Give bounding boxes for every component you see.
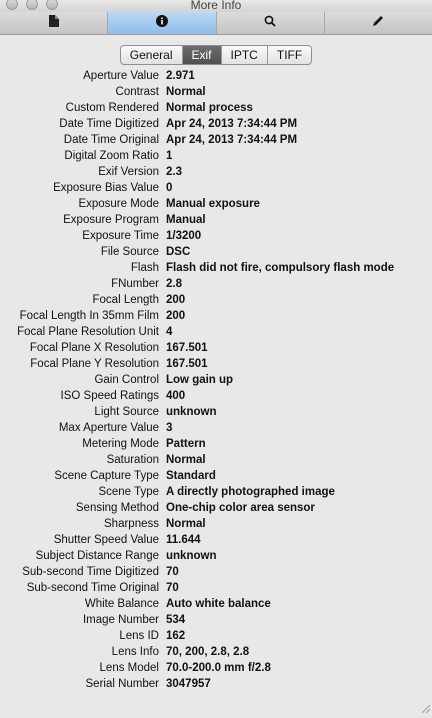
property-label: Sub-second Time Digitized — [22, 566, 159, 578]
window-title: More Info — [190, 0, 242, 12]
property-label: Focal Length In 35mm Film — [19, 310, 159, 322]
property-value: Apr 24, 2013 7:34:44 PM — [166, 118, 298, 130]
property-value: 2.971 — [166, 70, 195, 82]
document-icon — [49, 14, 59, 32]
property-value: 70 — [166, 566, 179, 578]
property-row — [0, 628, 432, 644]
property-label: Image Number — [82, 614, 159, 626]
property-row — [0, 68, 432, 84]
property-row — [0, 452, 432, 468]
property-value: Normal — [166, 86, 206, 98]
property-value: 11.644 — [166, 534, 201, 546]
property-value: 400 — [166, 390, 186, 402]
property-label: File Source — [100, 246, 159, 258]
inspector-toolbar — [0, 12, 432, 35]
property-row — [0, 116, 432, 132]
property-label: Scene Capture Type — [54, 470, 159, 482]
property-label: Shutter Speed Value — [53, 534, 159, 546]
property-row — [0, 532, 432, 548]
property-label: Date Time Original — [63, 134, 159, 146]
property-label: Exposure Mode — [78, 198, 159, 210]
search-toolbar-button[interactable] — [217, 12, 325, 34]
property-value: DSC — [166, 246, 191, 258]
property-row — [0, 180, 432, 196]
property-label: Saturation — [106, 454, 159, 466]
property-value: 200 — [166, 294, 186, 306]
property-value: 70, 200, 2.8, 2.8 — [166, 646, 250, 658]
property-value: 70.0-200.0 mm f/2.8 — [166, 662, 271, 674]
property-row — [0, 84, 432, 100]
property-value: 3047957 — [166, 678, 211, 690]
property-row — [0, 212, 432, 228]
property-value: 1/3200 — [166, 230, 202, 242]
property-label: Sharpness — [104, 518, 159, 530]
resize-grip-icon[interactable] — [420, 700, 430, 710]
property-row — [0, 404, 432, 420]
property-label: Metering Mode — [82, 438, 159, 450]
property-label: Exposure Bias Value — [53, 182, 159, 194]
property-label: Digital Zoom Ratio — [64, 150, 159, 162]
property-value: One-chip color area sensor — [166, 502, 315, 514]
property-label: Light Source — [94, 406, 159, 418]
property-label: Focal Plane Resolution Unit — [17, 326, 159, 338]
property-row — [0, 100, 432, 116]
property-label: Subject Distance Range — [35, 550, 159, 562]
property-label: White Balance — [84, 598, 159, 610]
property-row — [0, 324, 432, 340]
property-label: Focal Length — [92, 294, 159, 306]
property-row — [0, 388, 432, 404]
property-row — [0, 420, 432, 436]
info-icon — [156, 14, 168, 32]
edit-toolbar-button[interactable] — [325, 12, 432, 34]
property-value: Manual exposure — [166, 198, 260, 210]
property-value: 4 — [166, 326, 173, 338]
search-icon — [264, 14, 276, 32]
property-row — [0, 676, 432, 692]
property-value: Standard — [166, 470, 216, 482]
property-value: Low gain up — [166, 374, 234, 386]
pencil-icon — [372, 14, 384, 32]
property-row — [0, 148, 432, 164]
property-value: Normal — [166, 518, 206, 530]
tab-iptc[interactable]: IPTC — [222, 46, 268, 64]
property-label: Scene Type — [98, 486, 159, 498]
property-row — [0, 660, 432, 676]
property-value: 2.3 — [166, 166, 182, 178]
exif-properties-list — [0, 68, 432, 712]
property-value: 2.8 — [166, 278, 182, 290]
property-value: Auto white balance — [166, 598, 271, 610]
general-info-toolbar-button[interactable] — [0, 12, 108, 34]
property-row — [0, 468, 432, 484]
property-value: 0 — [166, 182, 173, 194]
property-value: unknown — [166, 550, 217, 562]
property-row — [0, 484, 432, 500]
property-row — [0, 164, 432, 180]
property-row — [0, 612, 432, 628]
property-label: Focal Plane X Resolution — [29, 342, 159, 354]
property-row — [0, 596, 432, 612]
tab-tiff[interactable]: TIFF — [276, 48, 303, 62]
property-value: 162 — [166, 630, 186, 642]
property-label: Exif Version — [98, 166, 159, 178]
property-row — [0, 372, 432, 388]
tab-general[interactable]: General — [121, 46, 183, 64]
property-value: 200 — [166, 310, 186, 322]
title-bar — [0, 0, 432, 12]
property-row — [0, 340, 432, 356]
property-row — [0, 356, 432, 372]
property-value: 534 — [166, 614, 186, 626]
property-row — [0, 292, 432, 308]
property-row — [0, 276, 432, 292]
property-label: Serial Number — [85, 678, 159, 690]
property-label: Custom Rendered — [65, 102, 159, 114]
property-row — [0, 196, 432, 212]
property-label: Contrast — [115, 86, 159, 98]
property-row — [0, 260, 432, 276]
property-label: Aperture Value — [83, 70, 159, 82]
property-label: Lens Info — [111, 646, 159, 658]
property-row — [0, 516, 432, 532]
info-toolbar-button[interactable] — [108, 12, 216, 34]
property-label: ISO Speed Ratings — [60, 390, 159, 402]
segmented-tabs — [120, 45, 312, 65]
property-label: Flash — [130, 262, 159, 274]
property-value: Normal — [166, 454, 206, 466]
property-value: unknown — [166, 406, 217, 418]
property-label: Exposure Time — [82, 230, 159, 242]
property-value: 1 — [166, 150, 173, 162]
property-row — [0, 244, 432, 260]
property-value: 167.501 — [166, 342, 208, 354]
property-row — [0, 308, 432, 324]
property-value: 167.501 — [166, 358, 208, 370]
property-label: Sub-second Time Original — [26, 582, 159, 594]
property-label: Lens ID — [119, 630, 159, 642]
property-row — [0, 228, 432, 244]
property-row — [0, 580, 432, 596]
property-label: Gain Control — [94, 374, 159, 386]
property-label: Sensing Method — [75, 502, 159, 514]
tab-exif[interactable]: Exif — [183, 46, 222, 64]
property-value: A directly photographed image — [166, 486, 335, 498]
property-row — [0, 644, 432, 660]
property-row — [0, 548, 432, 564]
property-value: Normal process — [166, 102, 253, 114]
property-row — [0, 500, 432, 516]
property-value: Flash did not fire, compulsory flash mode — [166, 262, 395, 274]
property-label: Exposure Program — [63, 214, 159, 226]
property-value: 70 — [166, 582, 179, 594]
property-value: 3 — [166, 422, 173, 434]
property-label: Date Time Digitized — [59, 118, 159, 130]
property-row — [0, 132, 432, 148]
property-row — [0, 436, 432, 452]
property-value: Apr 24, 2013 7:34:44 PM — [166, 134, 298, 146]
property-label: Lens Model — [99, 662, 159, 674]
property-value: Manual — [166, 214, 206, 226]
property-label: FNumber — [111, 278, 159, 290]
property-label: Max Aperture Value — [58, 422, 159, 434]
property-value: Pattern — [166, 438, 206, 450]
property-label: Focal Plane Y Resolution — [30, 358, 159, 370]
property-row — [0, 564, 432, 580]
